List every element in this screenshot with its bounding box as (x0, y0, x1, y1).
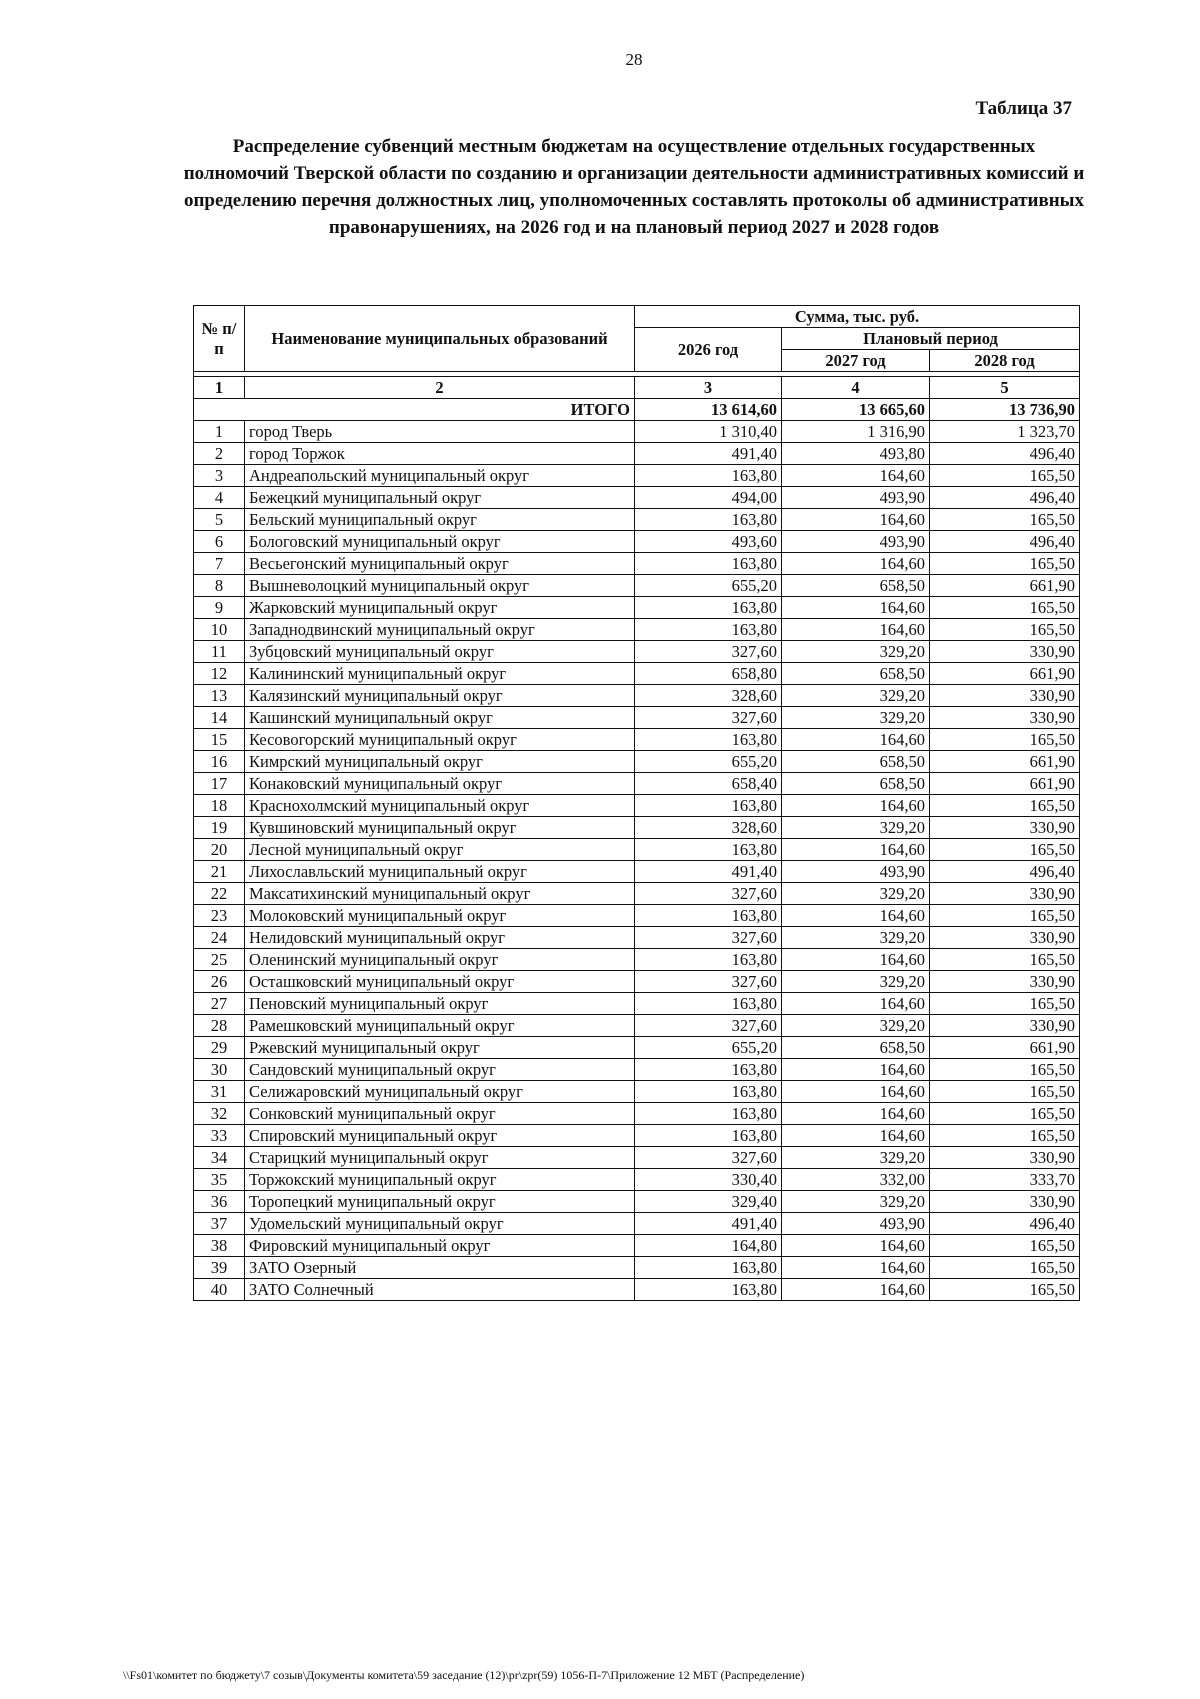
value-2026: 327,60 (635, 707, 782, 729)
municipality-name: Андреапольский муниципальный округ (245, 465, 635, 487)
table-row (194, 861, 1080, 883)
value-2028: 330,90 (930, 641, 1080, 663)
value-2027: 164,60 (782, 597, 930, 619)
table-row (194, 751, 1080, 773)
value-2026: 163,80 (635, 795, 782, 817)
municipality-name: Нелидовский муниципальный округ (245, 927, 635, 949)
value-2028: 330,90 (930, 1015, 1080, 1037)
value-2026: 163,80 (635, 509, 782, 531)
table-row (194, 949, 1080, 971)
value-2028: 330,90 (930, 971, 1080, 993)
value-2028: 165,50 (930, 597, 1080, 619)
municipality-name: Удомельский муниципальный округ (245, 1213, 635, 1235)
value-2028: 165,50 (930, 619, 1080, 641)
value-2026: 493,60 (635, 531, 782, 553)
value-2028: 496,40 (930, 861, 1080, 883)
value-2026: 491,40 (635, 443, 782, 465)
header-planned-period: Плановый период (782, 328, 1080, 350)
municipality-name: Кувшиновский муниципальный округ (245, 817, 635, 839)
value-2026: 330,40 (635, 1169, 782, 1191)
value-2028: 496,40 (930, 1213, 1080, 1235)
value-2028: 330,90 (930, 1191, 1080, 1213)
row-number: 17 (194, 773, 245, 795)
row-number: 12 (194, 663, 245, 685)
row-number: 38 (194, 1235, 245, 1257)
municipality-name: ЗАТО Озерный (245, 1257, 635, 1279)
value-2028: 661,90 (930, 575, 1080, 597)
value-2028: 661,90 (930, 1037, 1080, 1059)
table-row (194, 553, 1080, 575)
header-2026: 2026 год (635, 328, 782, 372)
row-number: 2 (194, 443, 245, 465)
value-2027: 164,60 (782, 1103, 930, 1125)
table-row (194, 883, 1080, 905)
value-2026: 655,20 (635, 751, 782, 773)
value-2028: 496,40 (930, 487, 1080, 509)
value-2028: 661,90 (930, 751, 1080, 773)
table-row (194, 905, 1080, 927)
value-2026: 163,80 (635, 993, 782, 1015)
table-row (194, 1235, 1080, 1257)
municipality-name: Западнодвинский муниципальный округ (245, 619, 635, 641)
value-2026: 163,80 (635, 553, 782, 575)
municipality-name: Сонковский муниципальный округ (245, 1103, 635, 1125)
value-2026: 164,80 (635, 1235, 782, 1257)
municipality-name: Селижаровский муниципальный округ (245, 1081, 635, 1103)
value-2027: 164,60 (782, 1279, 930, 1301)
footer-file-path: \\Fs01\комитет по бюджету\7 созыв\Документы комитета\59 заседание (12)\pr\zpr(59) 1056-П-7\Приложение 12 МБТ (Распределение) (123, 1668, 805, 1682)
value-2027: 658,50 (782, 1037, 930, 1059)
value-2027: 329,20 (782, 883, 930, 905)
row-number: 40 (194, 1279, 245, 1301)
row-number: 24 (194, 927, 245, 949)
value-2027: 329,20 (782, 1191, 930, 1213)
row-number: 15 (194, 729, 245, 751)
value-2027: 329,20 (782, 1015, 930, 1037)
municipality-name: Рамешковский муниципальный округ (245, 1015, 635, 1037)
municipality-name: Конаковский муниципальный округ (245, 773, 635, 795)
value-2026: 658,80 (635, 663, 782, 685)
subvention-table (193, 305, 1080, 1301)
municipality-name: Лесной муниципальный округ (245, 839, 635, 861)
value-2027: 329,20 (782, 927, 930, 949)
value-2028: 165,50 (930, 1257, 1080, 1279)
row-number: 28 (194, 1015, 245, 1037)
row-number: 31 (194, 1081, 245, 1103)
value-2026: 163,80 (635, 839, 782, 861)
municipality-name: Кашинский муниципальный округ (245, 707, 635, 729)
municipality-name: Пеновский муниципальный округ (245, 993, 635, 1015)
value-2026: 163,80 (635, 1059, 782, 1081)
value-2027: 164,60 (782, 1081, 930, 1103)
row-number: 30 (194, 1059, 245, 1081)
value-2026: 163,80 (635, 949, 782, 971)
table-row (194, 531, 1080, 553)
value-2026: 491,40 (635, 1213, 782, 1235)
table-row (194, 421, 1080, 443)
value-2027: 329,20 (782, 971, 930, 993)
row-number: 13 (194, 685, 245, 707)
value-2027: 164,60 (782, 905, 930, 927)
table-row (194, 641, 1080, 663)
value-2028: 165,50 (930, 1059, 1080, 1081)
row-number: 37 (194, 1213, 245, 1235)
municipality-name: город Тверь (245, 421, 635, 443)
value-2028: 330,90 (930, 707, 1080, 729)
row-number: 10 (194, 619, 245, 641)
value-2028: 165,50 (930, 1103, 1080, 1125)
row-number: 19 (194, 817, 245, 839)
value-2028: 165,50 (930, 509, 1080, 531)
value-2027: 329,20 (782, 817, 930, 839)
table-row (194, 993, 1080, 1015)
value-2027: 493,90 (782, 487, 930, 509)
table-row (194, 597, 1080, 619)
table-row (194, 509, 1080, 531)
value-2026: 163,80 (635, 597, 782, 619)
value-2027: 164,60 (782, 1125, 930, 1147)
table-row (194, 1015, 1080, 1037)
value-2028: 165,50 (930, 949, 1080, 971)
table-row (194, 663, 1080, 685)
value-2027: 164,60 (782, 509, 930, 531)
table-row (194, 1257, 1080, 1279)
table-body (194, 372, 1080, 1301)
value-2027: 493,90 (782, 531, 930, 553)
municipality-name: Кесовогорский муниципальный округ (245, 729, 635, 751)
row-number: 21 (194, 861, 245, 883)
municipality-name: Фировский муниципальный округ (245, 1235, 635, 1257)
header-name: Наименование муниципальных образований (245, 306, 635, 372)
value-2026: 163,80 (635, 619, 782, 641)
value-2028: 330,90 (930, 685, 1080, 707)
municipality-name: Бельский муниципальный округ (245, 509, 635, 531)
municipality-name: Торопецкий муниципальный округ (245, 1191, 635, 1213)
value-2026: 658,40 (635, 773, 782, 795)
table-label: Таблица 37 (975, 98, 1072, 119)
value-2026: 329,40 (635, 1191, 782, 1213)
value-2028: 330,90 (930, 817, 1080, 839)
value-2027: 658,50 (782, 575, 930, 597)
municipality-name: Оленинский муниципальный округ (245, 949, 635, 971)
municipality-name: Спировский муниципальный округ (245, 1125, 635, 1147)
municipality-name: Жарковский муниципальный округ (245, 597, 635, 619)
value-2028: 165,50 (930, 1125, 1080, 1147)
value-2026: 491,40 (635, 861, 782, 883)
value-2027: 164,60 (782, 619, 930, 641)
value-2027: 164,60 (782, 1235, 930, 1257)
municipality-name: Ржевский муниципальный округ (245, 1037, 635, 1059)
table-row (194, 575, 1080, 597)
table-row (194, 685, 1080, 707)
table-row (194, 1081, 1080, 1103)
value-2026: 327,60 (635, 883, 782, 905)
row-number: 32 (194, 1103, 245, 1125)
table-row (194, 729, 1080, 751)
municipality-name: Молоковский муниципальный округ (245, 905, 635, 927)
value-2027: 493,90 (782, 1213, 930, 1235)
value-2027: 332,00 (782, 1169, 930, 1191)
value-2026: 163,80 (635, 729, 782, 751)
municipality-name: Вышневолоцкий муниципальный округ (245, 575, 635, 597)
table-row (194, 1169, 1080, 1191)
value-2026: 655,20 (635, 575, 782, 597)
row-number: 33 (194, 1125, 245, 1147)
row-number: 29 (194, 1037, 245, 1059)
municipality-name: Максатихинский муниципальный округ (245, 883, 635, 905)
value-2028: 330,90 (930, 883, 1080, 905)
municipality-name: город Торжок (245, 443, 635, 465)
column-number: 5 (930, 377, 1080, 399)
row-number: 14 (194, 707, 245, 729)
row-number: 34 (194, 1147, 245, 1169)
value-2027: 1 316,90 (782, 421, 930, 443)
value-2028: 165,50 (930, 729, 1080, 751)
value-2026: 327,60 (635, 971, 782, 993)
value-2028: 1 323,70 (930, 421, 1080, 443)
row-number: 26 (194, 971, 245, 993)
column-number: 1 (194, 377, 245, 399)
column-number-row (194, 377, 1080, 399)
value-2027: 329,20 (782, 1147, 930, 1169)
value-2028: 496,40 (930, 443, 1080, 465)
municipality-name: Старицкий муниципальный округ (245, 1147, 635, 1169)
header-2028: 2028 год (930, 350, 1080, 372)
table-row (194, 839, 1080, 861)
municipality-name: Бежецкий муниципальный округ (245, 487, 635, 509)
municipality-name: Осташковский муниципальный округ (245, 971, 635, 993)
total-label: ИТОГО (194, 399, 635, 421)
value-2028: 661,90 (930, 663, 1080, 685)
value-2026: 1 310,40 (635, 421, 782, 443)
row-number: 5 (194, 509, 245, 531)
row-number: 18 (194, 795, 245, 817)
table-row (194, 1213, 1080, 1235)
row-number: 3 (194, 465, 245, 487)
value-2027: 329,20 (782, 707, 930, 729)
value-2026: 163,80 (635, 1257, 782, 1279)
value-2027: 658,50 (782, 751, 930, 773)
table-row (194, 1125, 1080, 1147)
value-2026: 327,60 (635, 1147, 782, 1169)
value-2028: 165,50 (930, 553, 1080, 575)
municipality-name: Зубцовский муниципальный округ (245, 641, 635, 663)
value-2026: 327,60 (635, 1015, 782, 1037)
table-row (194, 817, 1080, 839)
row-number: 1 (194, 421, 245, 443)
value-2026: 163,80 (635, 1279, 782, 1301)
value-2028: 330,90 (930, 1147, 1080, 1169)
column-number: 4 (782, 377, 930, 399)
value-2027: 658,50 (782, 773, 930, 795)
value-2028: 330,90 (930, 927, 1080, 949)
value-2027: 329,20 (782, 641, 930, 663)
value-2027: 164,60 (782, 993, 930, 1015)
value-2028: 165,50 (930, 993, 1080, 1015)
municipality-name: Калязинский муниципальный округ (245, 685, 635, 707)
municipality-name: Торжокский муниципальный округ (245, 1169, 635, 1191)
row-number: 27 (194, 993, 245, 1015)
value-2026: 327,60 (635, 641, 782, 663)
document-title: Распределение субвенций местным бюджетам на осуществление отдельных государственных полномочий Тверской области по созданию и организации деятельности административных комиссий и определению перечня должностных лиц, уполномоченных составлять протоколы об административных правонарушениях, на 2026 год и на плановый период 2027 и 2028 годов (183, 136, 1085, 238)
municipality-name: Весьегонский муниципальный округ (245, 553, 635, 575)
table-row (194, 1279, 1080, 1301)
table-row (194, 1147, 1080, 1169)
row-number: 11 (194, 641, 245, 663)
municipality-name: Бологовский муниципальный округ (245, 531, 635, 553)
row-number: 7 (194, 553, 245, 575)
row-number: 6 (194, 531, 245, 553)
value-2026: 163,80 (635, 1081, 782, 1103)
value-2028: 496,40 (930, 531, 1080, 553)
row-number: 25 (194, 949, 245, 971)
value-2026: 655,20 (635, 1037, 782, 1059)
row-number: 9 (194, 597, 245, 619)
table-row (194, 1103, 1080, 1125)
header-sum: Сумма, тыс. руб. (635, 306, 1080, 328)
header-2027: 2027 год (782, 350, 930, 372)
value-2028: 165,50 (930, 465, 1080, 487)
value-2028: 165,50 (930, 1235, 1080, 1257)
value-2027: 164,60 (782, 949, 930, 971)
municipality-name: ЗАТО Солнечный (245, 1279, 635, 1301)
value-2026: 327,60 (635, 927, 782, 949)
row-number: 4 (194, 487, 245, 509)
table-row (194, 1059, 1080, 1081)
value-2028: 661,90 (930, 773, 1080, 795)
value-2026: 163,80 (635, 465, 782, 487)
table-row (194, 465, 1080, 487)
table-row (194, 619, 1080, 641)
value-2027: 493,80 (782, 443, 930, 465)
row-number: 35 (194, 1169, 245, 1191)
total-2026: 13 614,60 (635, 399, 782, 421)
value-2028: 165,50 (930, 1279, 1080, 1301)
column-number: 3 (635, 377, 782, 399)
total-row (194, 399, 1080, 421)
table-row (194, 1037, 1080, 1059)
value-2028: 333,70 (930, 1169, 1080, 1191)
value-2026: 163,80 (635, 1125, 782, 1147)
value-2028: 165,50 (930, 795, 1080, 817)
municipality-name: Кимрский муниципальный округ (245, 751, 635, 773)
value-2026: 163,80 (635, 905, 782, 927)
value-2027: 164,60 (782, 465, 930, 487)
header-no: № п/п (194, 306, 245, 372)
row-number: 16 (194, 751, 245, 773)
value-2027: 329,20 (782, 685, 930, 707)
page-number: 28 (625, 50, 643, 69)
value-2027: 493,90 (782, 861, 930, 883)
municipality-name: Лихославльский муниципальный округ (245, 861, 635, 883)
table-row (194, 443, 1080, 465)
value-2027: 164,60 (782, 1059, 930, 1081)
row-number: 8 (194, 575, 245, 597)
value-2028: 165,50 (930, 1081, 1080, 1103)
table-row (194, 1191, 1080, 1213)
total-2027: 13 665,60 (782, 399, 930, 421)
value-2027: 164,60 (782, 729, 930, 751)
table-header (194, 306, 1080, 372)
value-2026: 328,60 (635, 685, 782, 707)
table-row (194, 773, 1080, 795)
municipality-name: Краснохолмский муниципальный округ (245, 795, 635, 817)
value-2027: 164,60 (782, 1257, 930, 1279)
total-2028: 13 736,90 (930, 399, 1080, 421)
table-row (194, 707, 1080, 729)
table-row (194, 971, 1080, 993)
column-number: 2 (245, 377, 635, 399)
value-2026: 494,00 (635, 487, 782, 509)
municipality-name: Сандовский муниципальный округ (245, 1059, 635, 1081)
value-2026: 328,60 (635, 817, 782, 839)
municipality-name: Калининский муниципальный округ (245, 663, 635, 685)
value-2027: 658,50 (782, 663, 930, 685)
value-2028: 165,50 (930, 905, 1080, 927)
row-number: 36 (194, 1191, 245, 1213)
value-2028: 165,50 (930, 839, 1080, 861)
value-2026: 163,80 (635, 1103, 782, 1125)
row-number: 22 (194, 883, 245, 905)
value-2027: 164,60 (782, 795, 930, 817)
table-row (194, 795, 1080, 817)
row-number: 23 (194, 905, 245, 927)
table-row (194, 927, 1080, 949)
value-2027: 164,60 (782, 839, 930, 861)
row-number: 20 (194, 839, 245, 861)
row-number: 39 (194, 1257, 245, 1279)
table-row (194, 487, 1080, 509)
value-2027: 164,60 (782, 553, 930, 575)
